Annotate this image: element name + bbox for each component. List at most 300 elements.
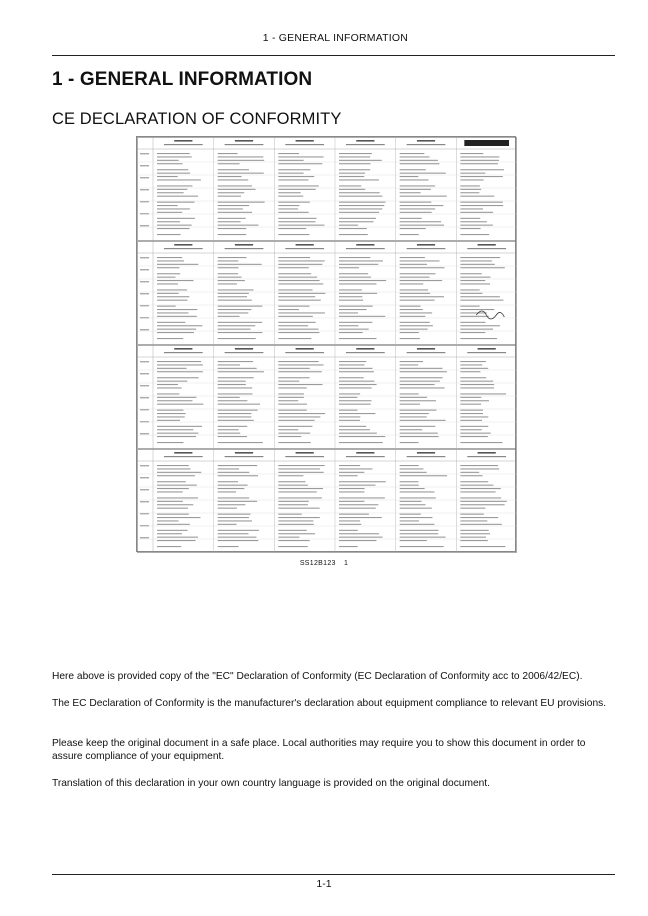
declaration-grid — [137, 137, 517, 553]
text-line-mark — [460, 442, 502, 443]
text-line-mark — [278, 173, 303, 174]
text-line-mark — [278, 433, 310, 434]
text-line-mark — [400, 189, 431, 190]
text-line-mark — [218, 416, 252, 417]
text-line-mark — [460, 338, 497, 339]
text-line-mark — [339, 420, 360, 421]
text-line-mark — [278, 420, 314, 421]
text-line-mark — [218, 413, 252, 414]
text-line-mark — [339, 208, 382, 209]
text-line-mark — [278, 416, 320, 417]
column-subheading-mark — [407, 248, 446, 249]
text-line-mark — [460, 283, 490, 284]
text-line-mark — [218, 371, 264, 372]
text-line-mark — [400, 300, 435, 301]
text-line-mark — [278, 185, 318, 186]
row-label-mark — [140, 409, 149, 410]
row-label-mark — [140, 373, 149, 374]
row-label-mark — [140, 537, 149, 538]
text-line-mark — [339, 472, 364, 473]
text-line-mark — [460, 306, 479, 307]
text-line-mark — [400, 381, 440, 382]
text-line-mark — [218, 546, 239, 547]
text-line-mark — [278, 504, 308, 505]
text-line-mark — [339, 524, 361, 525]
text-line-mark — [278, 289, 312, 290]
text-line-mark — [460, 160, 499, 161]
text-line-mark — [339, 163, 370, 164]
text-line-mark — [400, 377, 443, 378]
text-line-mark — [218, 293, 249, 294]
column-heading-mark — [174, 140, 192, 142]
text-line-mark — [157, 371, 203, 372]
row-label-mark — [140, 385, 149, 386]
footer-rule — [52, 874, 615, 875]
section-title: CE DECLARATION OF CONFORMITY — [52, 110, 342, 128]
declaration-band — [138, 138, 517, 241]
text-line-mark — [218, 338, 256, 339]
text-line-mark — [218, 465, 258, 466]
text-line-mark — [218, 277, 242, 278]
text-line-mark — [157, 546, 181, 547]
text-line-mark — [460, 228, 480, 229]
text-line-mark — [157, 257, 182, 258]
text-line-mark — [157, 420, 180, 421]
text-line-mark — [460, 433, 490, 434]
text-line-mark — [400, 384, 435, 385]
text-line-mark — [278, 508, 319, 509]
text-line-mark — [157, 429, 193, 430]
text-line-mark — [339, 520, 360, 521]
row-label-mark — [140, 281, 149, 282]
text-line-mark — [460, 368, 488, 369]
text-line-mark — [278, 205, 299, 206]
text-line-mark — [218, 205, 249, 206]
column-heading-mark — [356, 140, 374, 142]
column-subheading-mark — [346, 248, 385, 249]
text-line-mark — [157, 485, 197, 486]
text-line-mark — [278, 488, 323, 489]
text-line-mark — [339, 169, 370, 170]
text-line-mark — [460, 176, 502, 177]
text-line-mark — [218, 264, 262, 265]
text-line-mark — [339, 377, 364, 378]
text-line-mark — [218, 485, 248, 486]
text-line-mark — [278, 260, 324, 261]
text-line-mark — [400, 280, 442, 281]
text-line-mark — [218, 312, 249, 313]
scan-document-code — [0, 560, 648, 567]
text-line-mark — [278, 332, 319, 333]
text-line-mark — [460, 501, 506, 502]
text-line-mark — [460, 173, 485, 174]
text-line-mark — [157, 508, 188, 509]
row-label-mark — [140, 293, 149, 294]
text-line-mark — [460, 416, 488, 417]
paragraph-keep-safe: Please keep the original document in a safe place. Local authorities may require you to show this document in order to assure compliance of your equipment. — [52, 738, 586, 762]
text-line-mark — [339, 429, 370, 430]
text-line-mark — [218, 504, 246, 505]
text-line-mark — [339, 189, 365, 190]
column-subheading-mark — [407, 144, 446, 145]
text-line-mark — [400, 436, 439, 437]
column-heading-mark — [174, 452, 192, 454]
text-line-mark — [339, 468, 372, 469]
text-line-mark — [460, 524, 502, 525]
text-line-mark — [218, 221, 241, 222]
text-line-mark — [339, 228, 367, 229]
text-line-mark — [339, 497, 385, 498]
text-line-mark — [157, 514, 189, 515]
text-line-mark — [400, 400, 436, 401]
text-line-mark — [460, 205, 503, 206]
text-line-mark — [218, 332, 263, 333]
text-line-mark — [460, 497, 501, 498]
text-line-mark — [218, 322, 262, 323]
text-line-mark — [339, 329, 369, 330]
text-line-mark — [400, 517, 433, 518]
text-line-mark — [400, 267, 445, 268]
text-line-mark — [157, 234, 181, 235]
text-line-mark — [400, 192, 421, 193]
text-line-mark — [218, 179, 249, 180]
text-line-mark — [339, 416, 360, 417]
text-line-mark — [460, 196, 494, 197]
text-line-mark — [400, 309, 423, 310]
text-line-mark — [218, 257, 247, 258]
text-line-mark — [157, 387, 182, 388]
text-line-mark — [157, 475, 195, 476]
text-line-mark — [400, 283, 424, 284]
text-line-mark — [157, 296, 189, 297]
text-line-mark — [157, 400, 192, 401]
row-label-mark — [140, 361, 149, 362]
column-heading-mark — [356, 452, 374, 454]
text-line-mark — [400, 234, 419, 235]
text-line-mark — [460, 546, 505, 547]
text-line-mark — [339, 530, 358, 531]
text-line-mark — [278, 364, 323, 365]
text-line-mark — [218, 208, 243, 209]
text-line-mark — [339, 514, 369, 515]
text-line-mark — [400, 332, 419, 333]
text-line-mark — [460, 400, 489, 401]
text-line-mark — [460, 169, 504, 170]
text-line-mark — [400, 491, 435, 492]
text-line-mark — [400, 475, 447, 476]
text-line-mark — [278, 329, 318, 330]
text-line-mark — [460, 413, 483, 414]
text-line-mark — [278, 468, 320, 469]
text-line-mark — [278, 163, 322, 164]
text-line-mark — [400, 325, 433, 326]
text-line-mark — [218, 377, 254, 378]
text-line-mark — [339, 481, 386, 482]
text-line-mark — [157, 264, 198, 265]
text-line-mark — [157, 228, 190, 229]
text-line-mark — [339, 296, 362, 297]
text-line-mark — [339, 433, 377, 434]
text-line-mark — [339, 485, 375, 486]
text-line-mark — [218, 234, 247, 235]
text-line-mark — [400, 160, 438, 161]
text-line-mark — [400, 296, 444, 297]
text-line-mark — [400, 312, 432, 313]
text-line-mark — [278, 413, 325, 414]
text-line-mark — [218, 364, 240, 365]
column-heading-mark — [235, 452, 253, 454]
column-subheading-mark — [225, 352, 264, 353]
text-line-mark — [157, 277, 175, 278]
text-line-mark — [218, 283, 237, 284]
text-line-mark — [278, 397, 303, 398]
text-line-mark — [339, 202, 385, 203]
text-line-mark — [157, 377, 199, 378]
text-line-mark — [218, 491, 236, 492]
declaration-scan-image — [136, 136, 516, 552]
text-line-mark — [400, 393, 419, 394]
text-line-mark — [400, 485, 419, 486]
text-line-mark — [400, 306, 421, 307]
text-line-mark — [400, 208, 435, 209]
text-line-mark — [339, 501, 364, 502]
text-line-mark — [460, 381, 493, 382]
column-heading-mark — [296, 348, 314, 350]
text-line-mark — [278, 485, 308, 486]
text-line-mark — [278, 221, 315, 222]
text-line-mark — [400, 371, 447, 372]
text-line-mark — [400, 468, 424, 469]
text-line-mark — [460, 520, 487, 521]
text-line-mark — [218, 289, 254, 290]
text-line-mark — [460, 202, 502, 203]
text-line-mark — [157, 393, 179, 394]
text-line-mark — [157, 176, 178, 177]
column-heading-mark — [356, 348, 374, 350]
column-subheading-mark — [407, 352, 446, 353]
column-subheading-mark — [467, 456, 506, 457]
text-line-mark — [400, 289, 428, 290]
text-line-mark — [218, 517, 249, 518]
text-line-mark — [278, 465, 324, 466]
text-line-mark — [157, 289, 187, 290]
text-line-mark — [339, 436, 385, 437]
scan-code: SS12B123 — [299, 560, 336, 567]
text-line-mark — [278, 387, 306, 388]
text-line-mark — [400, 364, 419, 365]
text-line-mark — [157, 218, 195, 219]
text-line-mark — [218, 202, 265, 203]
text-line-mark — [400, 218, 422, 219]
text-line-mark — [218, 420, 254, 421]
text-line-mark — [460, 361, 486, 362]
column-heading-mark — [417, 244, 435, 246]
text-line-mark — [339, 160, 382, 161]
text-line-mark — [400, 488, 425, 489]
signature-mark — [476, 311, 504, 319]
column-heading-mark — [296, 140, 314, 142]
text-line-mark — [157, 202, 194, 203]
text-line-mark — [400, 472, 427, 473]
text-line-mark — [218, 397, 240, 398]
text-line-mark — [460, 504, 504, 505]
text-line-mark — [400, 179, 429, 180]
paragraph-definition: The EC Declaration of Conformity is the manufacturer's declaration about equipment compliance to relevant EU provisions. — [52, 698, 607, 709]
text-line-mark — [157, 413, 186, 414]
text-line-mark — [339, 517, 382, 518]
text-line-mark — [460, 537, 486, 538]
text-line-mark — [157, 306, 176, 307]
text-line-mark — [157, 530, 188, 531]
text-line-mark — [400, 196, 447, 197]
text-line-mark — [460, 153, 483, 154]
text-line-mark — [157, 267, 179, 268]
text-line-mark — [400, 533, 439, 534]
text-line-mark — [157, 322, 185, 323]
text-line-mark — [460, 257, 500, 258]
text-line-mark — [400, 404, 420, 405]
text-line-mark — [278, 429, 298, 430]
text-line-mark — [339, 413, 375, 414]
text-line-mark — [278, 530, 306, 531]
text-line-mark — [460, 468, 499, 469]
column-subheading-mark — [407, 456, 446, 457]
text-line-mark — [218, 472, 250, 473]
text-line-mark — [460, 189, 481, 190]
text-line-mark — [400, 524, 435, 525]
text-line-mark — [278, 218, 316, 219]
row-label-mark — [140, 153, 149, 154]
text-line-mark — [460, 277, 490, 278]
text-line-mark — [278, 393, 304, 394]
text-line-mark — [400, 260, 440, 261]
row-label-mark — [140, 433, 149, 434]
text-line-mark — [460, 185, 480, 186]
text-line-mark — [157, 520, 179, 521]
text-line-mark — [339, 300, 363, 301]
text-line-mark — [157, 329, 196, 330]
text-line-mark — [157, 426, 202, 427]
text-line-mark — [400, 497, 436, 498]
text-line-mark — [400, 442, 419, 443]
column-subheading-mark — [164, 144, 203, 145]
text-line-mark — [157, 524, 190, 525]
text-line-mark — [157, 325, 202, 326]
text-line-mark — [157, 293, 179, 294]
paragraph-copy-notice: Here above is provided copy of the "EC" Declaration of Conformity (EC Declaration of Conformity acc to 2006/42/EC). — [52, 671, 583, 682]
text-line-mark — [218, 381, 246, 382]
text-line-mark — [218, 436, 247, 437]
text-line-mark — [460, 156, 499, 157]
text-line-mark — [460, 472, 479, 473]
text-line-mark — [400, 221, 441, 222]
text-line-mark — [157, 185, 193, 186]
text-line-mark — [339, 173, 365, 174]
text-line-mark — [157, 169, 188, 170]
text-line-mark — [400, 481, 419, 482]
text-line-mark — [339, 400, 372, 401]
text-line-mark — [339, 264, 378, 265]
text-line-mark — [278, 316, 313, 317]
text-line-mark — [278, 202, 309, 203]
text-line-mark — [218, 280, 245, 281]
text-line-mark — [157, 465, 189, 466]
text-line-mark — [460, 393, 506, 394]
text-line-mark — [218, 212, 252, 213]
text-line-mark — [400, 426, 436, 427]
text-line-mark — [400, 338, 420, 339]
text-line-mark — [157, 504, 193, 505]
row-label-mark — [140, 465, 149, 466]
column-heading-mark — [235, 244, 253, 246]
text-line-mark — [278, 212, 308, 213]
column-heading-mark — [478, 452, 496, 454]
text-line-mark — [339, 338, 376, 339]
text-line-mark — [339, 312, 358, 313]
text-line-mark — [339, 153, 372, 154]
text-line-mark — [157, 196, 198, 197]
text-line-mark — [339, 192, 380, 193]
text-line-mark — [400, 316, 426, 317]
column-heading-mark — [417, 348, 435, 350]
text-line-mark — [460, 293, 482, 294]
text-line-mark — [400, 410, 437, 411]
text-line-mark — [339, 179, 379, 180]
text-line-mark — [278, 520, 313, 521]
text-line-mark — [339, 410, 358, 411]
text-line-mark — [400, 387, 445, 388]
text-line-mark — [278, 533, 315, 534]
text-line-mark — [278, 481, 305, 482]
text-line-mark — [339, 273, 368, 274]
text-line-mark — [157, 404, 203, 405]
text-line-mark — [218, 400, 248, 401]
row-label-mark — [140, 329, 149, 330]
text-line-mark — [157, 189, 187, 190]
text-line-mark — [278, 325, 308, 326]
text-line-mark — [157, 316, 197, 317]
text-line-mark — [278, 472, 323, 473]
text-line-mark — [278, 322, 315, 323]
text-line-mark — [278, 267, 308, 268]
text-line-mark — [278, 491, 316, 492]
text-line-mark — [339, 491, 364, 492]
text-line-mark — [218, 426, 248, 427]
text-line-mark — [400, 433, 438, 434]
text-line-mark — [278, 368, 309, 369]
text-line-mark — [157, 491, 183, 492]
text-line-mark — [400, 504, 426, 505]
text-line-mark — [218, 497, 249, 498]
text-line-mark — [460, 384, 494, 385]
text-line-mark — [339, 212, 379, 213]
column-subheading-mark — [467, 352, 506, 353]
text-line-mark — [460, 300, 503, 301]
text-line-mark — [157, 280, 194, 281]
text-line-mark — [157, 364, 203, 365]
text-line-mark — [218, 368, 257, 369]
column-heading-mark — [174, 244, 192, 246]
text-line-mark — [400, 156, 430, 157]
text-line-mark — [218, 176, 242, 177]
text-line-mark — [278, 273, 311, 274]
text-line-mark — [157, 300, 187, 301]
row-label-mark — [140, 513, 149, 514]
text-line-mark — [157, 381, 187, 382]
text-line-mark — [460, 179, 483, 180]
text-line-mark — [278, 293, 325, 294]
text-line-mark — [218, 196, 241, 197]
